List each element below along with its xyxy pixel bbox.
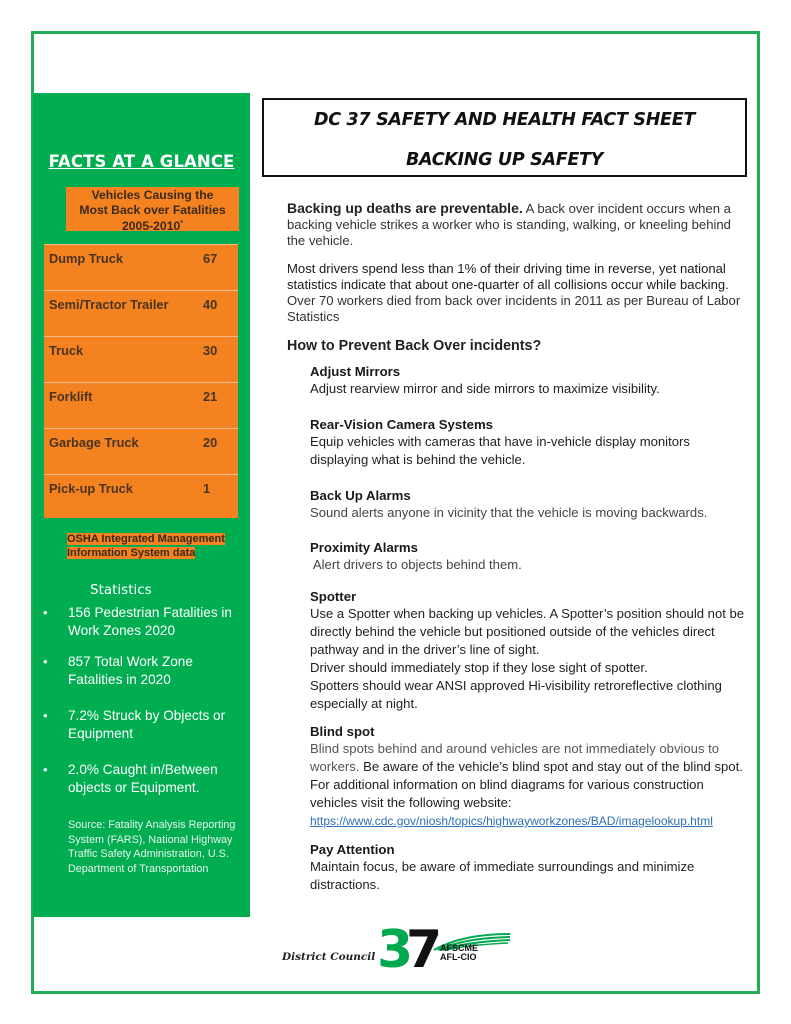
vehicle-name: Forklift [49,389,93,404]
osha-source-note: OSHA Integrated Management Information System data [67,533,225,559]
vehicle-count: 20 [203,435,218,450]
tip-blind-spot [310,723,750,830]
prevention-heading: How to Prevent Back Over incidents? [287,338,542,354]
caption-line-2: Most Back over Fatalities [79,202,226,217]
caption-line-3: 2005-2010* [121,219,184,234]
vehicle-count: 40 [203,297,218,312]
fact-sheet-header [262,98,747,177]
stat-text: 7.2% Struck by Objects or Equipment [68,708,226,741]
vehicle-count: 1 [203,481,211,496]
tip-body: Blind spots behind and around vehicles are not immediately obvious to workers. Be aware of the vehicle’s blind spot and stay out of the blind spot. For additional information on blind diagrams for various construction vehicles visit the following website: [310,741,743,810]
tip-title: Spotter [310,589,357,604]
vehicle-name: Semi/Tractor Trailer [49,297,169,312]
stat-text: 2.0% Caught in/Between objects or Equipment. [68,762,218,795]
stat-text: 156 Pedestrian Fatalities in Work Zones 2020 [68,605,232,638]
statistics-heading: Statistics [90,582,152,598]
tip-title: Blind spot [310,724,375,739]
vehicle-count: 21 [203,389,218,404]
logo-district-council-text: District Council [282,951,376,963]
tip-title: Pay Attention [310,842,395,857]
blind-spot-diagrams-link[interactable]: https://www.cdc.gov/niosh/topics/highwayworkzones/BAD/imagelookup.html [310,814,713,828]
tip-body-3: Spotters should wear ANSI approved Hi-visibility retroreflective clothing especially at night. [310,678,722,711]
intro-paragraph: Backing up deaths are preventable. A back over incident occurs when a backing vehicle strikes a worker who is standing, walking, or kneeling behind the vehicle. [287,200,731,248]
tip-proximity-alarms [310,539,750,574]
bullet-icon: • [43,605,48,620]
table-row [44,244,238,290]
tip-spotter [310,588,750,713]
vehicle-count: 30 [203,343,218,358]
bullet-icon: • [43,762,48,777]
fact-sheet-subtitle: BACKING UP SAFETY [405,150,604,170]
vehicle-count: 67 [203,251,218,266]
statistics-paragraph: Most drivers spend less than 1% of their driving time in reverse, yet national statistics indicate that about one-quarter of all collisions occur while backing. Over 70 workers died from back over incidents in 2011 as per Bureau of Labor Statistics [287,261,741,324]
tip-title: Proximity Alarms [310,540,418,555]
caption-line-1: Vehicles Causing the [91,188,214,202]
tip-back-up-alarms [310,487,750,522]
intro-lead: Backing up deaths are preventable. [287,200,523,216]
footnote-mark: * [180,220,184,227]
facts-sidebar [33,93,250,917]
vehicle-name: Truck [49,343,84,358]
facts-at-a-glance-heading: FACTS AT A GLANCE [48,152,235,171]
table-row [44,336,238,382]
logo-digit-7: 7 [406,920,443,980]
tip-body: Alert drivers to objects behind them. [310,557,522,572]
bullet-icon: • [43,654,48,669]
vehicles-table-caption [66,187,239,234]
vehicle-name: Pick-up Truck [49,481,133,496]
tip-pay-attention [310,841,750,894]
tip-rear-vision-camera [310,416,750,469]
bullet-icon: • [43,708,48,723]
vehicle-name: Garbage Truck [49,435,139,450]
vehicle-name: Dump Truck [49,251,123,266]
tip-body-2: Driver should immediately stop if they lose sight of spotter. [310,660,648,675]
tip-body: Use a Spotter when backing up vehicles. A Spotter’s position should not be directly behind the vehicle but positioned outside of the vehicles direct pathway and in the driver’s line of sight. [310,606,745,657]
table-row [44,290,238,336]
tip-body: Sound alerts anyone in vicinity that the vehicle is moving backwards. [310,505,708,520]
tip-title: Adjust Mirrors [310,364,401,379]
table-row [44,382,238,428]
tip-title: Rear-Vision Camera Systems [310,417,494,432]
fact-sheet-title: DC 37 SAFETY AND HEALTH FACT SHEET [313,110,696,130]
tip-body: Equip vehicles with cameras that have in-vehicle display monitors displaying what is behind the vehicle. [310,434,690,467]
stat-text: 857 Total Work Zone Fatalities in 2020 [68,654,193,687]
dc37-logo [282,920,522,980]
logo-union-text: AFSCME AFL-CIO [440,943,478,962]
vehicle-fatalities-table [44,244,238,518]
logo-digit-3: 3 [377,920,408,980]
tip-body: Adjust rearview mirror and side mirrors to maximize visibility. [310,381,660,396]
tip-body: Maintain focus, be aware of immediate surroundings and minimize distractions. [310,859,695,892]
tip-adjust-mirrors [310,363,750,398]
fars-source-note: Source: Fatality Analysis Reporting System (FARS), National Highway Traffic Safety Administration, U.S. Department of Transportation [68,819,236,875]
tip-title: Back Up Alarms [310,488,411,503]
table-row [44,474,238,520]
table-row [44,428,238,474]
